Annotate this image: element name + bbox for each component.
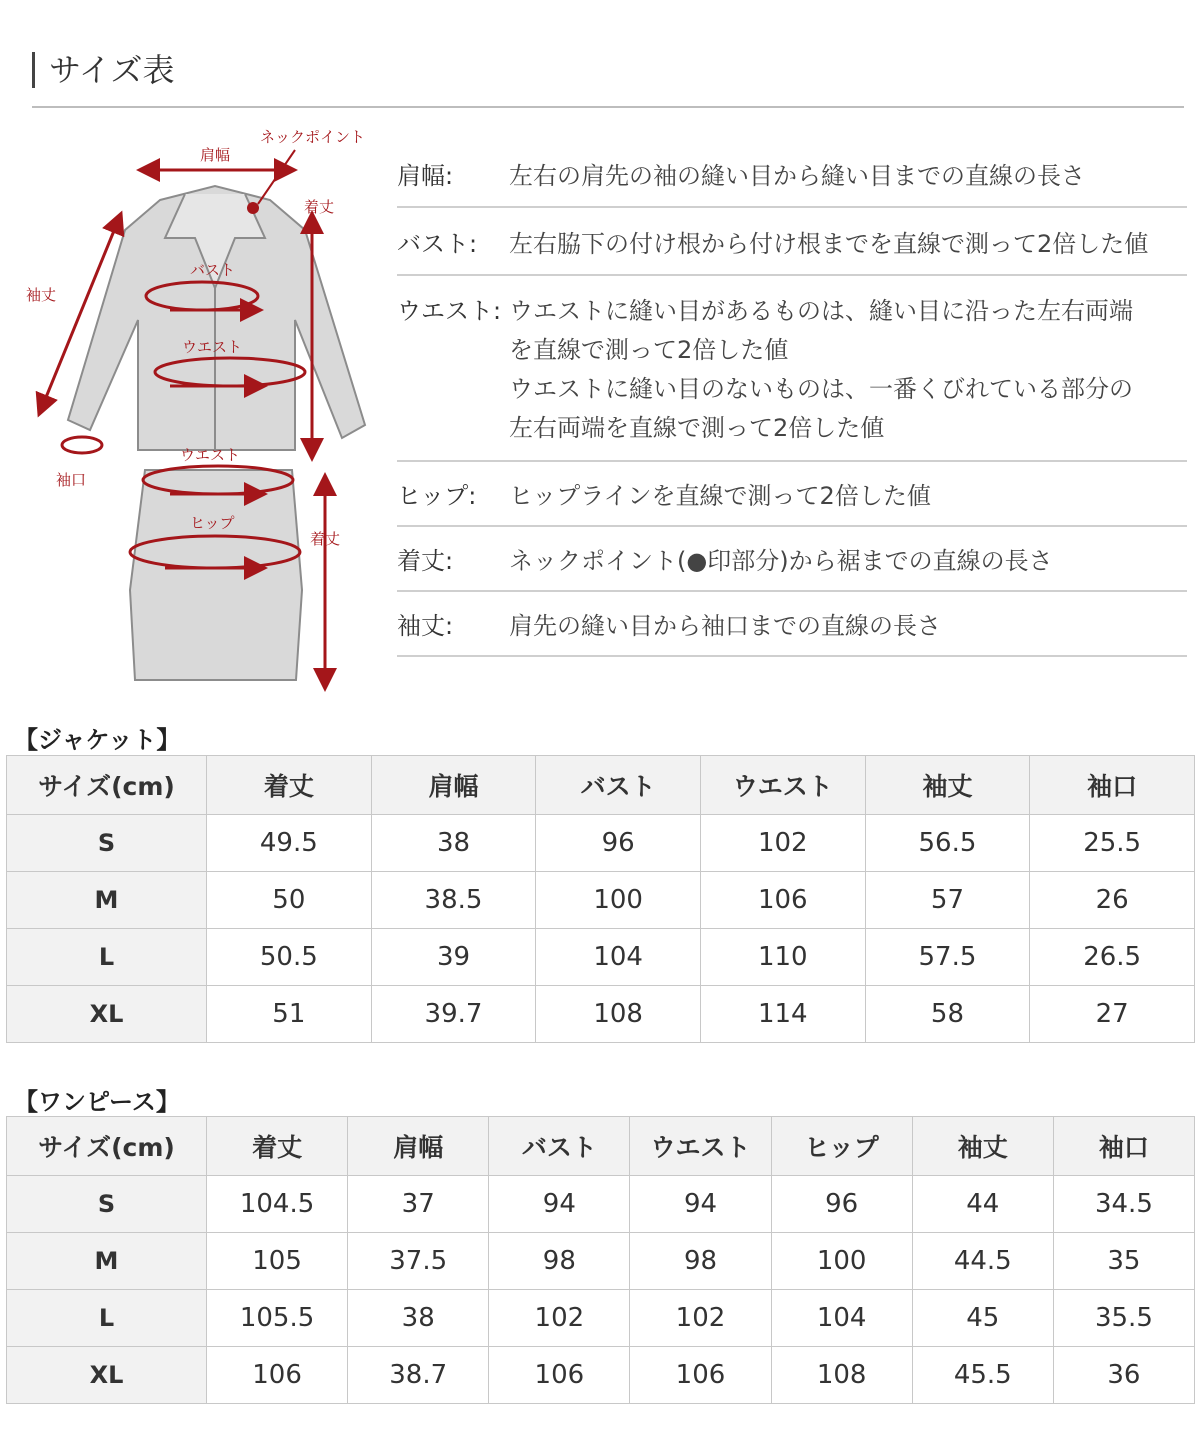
definition-row	[397, 276, 1187, 462]
column-header: ウエスト	[700, 756, 865, 815]
table-cell: 106	[207, 1347, 348, 1404]
definition-text: 肩先の縫い目から袖口までの直線の長さ	[509, 612, 941, 640]
size-cell: XL	[7, 986, 207, 1043]
column-header: 肩幅	[348, 1117, 489, 1176]
table-cell: 114	[700, 986, 865, 1043]
table-cell: 38.5	[371, 872, 536, 929]
table-cell: 104	[771, 1290, 912, 1347]
table-cell: 104	[536, 929, 701, 986]
table-cell: 36	[1053, 1347, 1194, 1404]
table-row	[7, 815, 1195, 872]
size-cell: L	[7, 929, 207, 986]
column-header: ウエスト	[630, 1117, 771, 1176]
table-row	[7, 986, 1195, 1043]
jacket-size-table	[6, 755, 1195, 1043]
table-cell: 57	[865, 872, 1030, 929]
column-header: 肩幅	[371, 756, 536, 815]
table-cell: 38.7	[348, 1347, 489, 1404]
table-cell: 94	[630, 1176, 771, 1233]
page-title: サイズ表	[32, 52, 174, 88]
table-row	[7, 1176, 1195, 1233]
table-cell: 110	[700, 929, 865, 986]
table-cell: 106	[700, 872, 865, 929]
definition-term: ウエスト:	[397, 297, 502, 325]
table-cell: 38	[371, 815, 536, 872]
table-cell: 37	[348, 1176, 489, 1233]
size-cell: M	[7, 1233, 207, 1290]
definition-term: 着丈:	[397, 547, 454, 575]
label-neck-point: ネックポイント	[260, 128, 366, 146]
label-waist-top: ウエスト	[182, 338, 243, 356]
table-cell: 102	[489, 1290, 630, 1347]
table-cell: 105	[207, 1233, 348, 1290]
table-cell: 44.5	[912, 1233, 1053, 1290]
table-cell: 98	[630, 1233, 771, 1290]
column-header: サイズ(cm)	[7, 756, 207, 815]
table-cell: 108	[536, 986, 701, 1043]
table-cell: 108	[771, 1347, 912, 1404]
label-cuff: 袖口	[56, 471, 87, 489]
table-cell: 26	[1030, 872, 1195, 929]
table-row	[7, 872, 1195, 929]
size-cell: XL	[7, 1347, 207, 1404]
definition-row	[397, 592, 1187, 657]
definition-term: 肩幅:	[397, 161, 454, 190]
table-cell: 94	[489, 1176, 630, 1233]
table-cell: 50.5	[207, 929, 372, 986]
table-cell: 50	[207, 872, 372, 929]
definition-text: 左右脇下の付け根から付け根までを直線で測って2倍した値	[509, 229, 1149, 258]
column-header: 袖丈	[912, 1117, 1053, 1176]
column-header: 袖口	[1030, 756, 1195, 815]
definition-row	[397, 462, 1187, 527]
column-header: バスト	[489, 1117, 630, 1176]
neck-point-dot	[247, 202, 259, 214]
skirt-shape	[130, 470, 302, 680]
column-header: 着丈	[207, 1117, 348, 1176]
label-length-bottom: 着丈	[310, 530, 341, 548]
definition-term: ヒップ:	[397, 482, 477, 510]
definition-text: ヒップラインを直線で測って2倍した値	[509, 482, 931, 510]
table-cell: 57.5	[865, 929, 1030, 986]
table-cell: 102	[630, 1290, 771, 1347]
label-shoulder: 肩幅	[200, 146, 231, 164]
table-cell: 39.7	[371, 986, 536, 1043]
table-cell: 102	[700, 815, 865, 872]
measurement-definitions	[397, 140, 1187, 657]
definition-text: 左右の肩先の袖の縫い目から縫い目までの直線の長さ	[509, 161, 1085, 190]
size-cell: S	[7, 815, 207, 872]
definition-row	[397, 527, 1187, 592]
column-header: 袖口	[1053, 1117, 1194, 1176]
size-cell: S	[7, 1176, 207, 1233]
table-cell: 26.5	[1030, 929, 1195, 986]
column-header: サイズ(cm)	[7, 1117, 207, 1176]
definition-row	[397, 208, 1187, 276]
onepiece-size-table	[6, 1116, 1195, 1404]
measurement-diagram	[20, 120, 390, 695]
table-cell: 27	[1030, 986, 1195, 1043]
onepiece-section-label: 【ワンピース】	[14, 1088, 180, 1116]
definition-term: 袖丈:	[397, 612, 454, 640]
title-divider	[32, 106, 1184, 108]
label-length-top: 着丈	[304, 198, 335, 216]
label-bust: バスト	[190, 261, 236, 279]
table-cell: 35	[1053, 1233, 1194, 1290]
label-sleeve-length: 袖丈	[26, 286, 57, 304]
table-cell: 34.5	[1053, 1176, 1194, 1233]
table-row	[7, 929, 1195, 986]
table-row	[7, 1347, 1195, 1404]
table-cell: 56.5	[865, 815, 1030, 872]
table-row	[7, 1290, 1195, 1347]
table-cell: 58	[865, 986, 1030, 1043]
definition-text: ウエストに縫い目があるものは、縫い目に沿った左右両端 を直線で測って2倍した値 ウエストに縫い目のないものは、一番くびれている部分の 左右両端を直線で測って2倍した値	[509, 297, 1133, 442]
definition-row	[397, 140, 1187, 208]
table-cell: 39	[371, 929, 536, 986]
table-cell: 38	[348, 1290, 489, 1347]
label-waist-bottom: ウエスト	[180, 446, 241, 464]
table-cell: 37.5	[348, 1233, 489, 1290]
table-cell: 98	[489, 1233, 630, 1290]
table-cell: 100	[771, 1233, 912, 1290]
table-cell: 49.5	[207, 815, 372, 872]
table-cell: 104.5	[207, 1176, 348, 1233]
jacket-section-label: 【ジャケット】	[14, 726, 181, 754]
definition-term: バスト:	[397, 229, 478, 258]
table-cell: 100	[536, 872, 701, 929]
table-cell: 105.5	[207, 1290, 348, 1347]
table-cell: 106	[489, 1347, 630, 1404]
table-header-row	[7, 1117, 1195, 1176]
table-cell: 35.5	[1053, 1290, 1194, 1347]
table-cell: 44	[912, 1176, 1053, 1233]
table-cell: 106	[630, 1347, 771, 1404]
table-cell: 96	[771, 1176, 912, 1233]
size-cell: L	[7, 1290, 207, 1347]
size-cell: M	[7, 872, 207, 929]
definition-text: ネックポイント(●印部分)から裾までの直線の長さ	[509, 547, 1053, 575]
table-cell: 25.5	[1030, 815, 1195, 872]
column-header: 着丈	[207, 756, 372, 815]
column-header: 袖丈	[865, 756, 1030, 815]
table-cell: 51	[207, 986, 372, 1043]
table-cell: 45	[912, 1290, 1053, 1347]
table-cell: 45.5	[912, 1347, 1053, 1404]
label-hip: ヒップ	[190, 514, 235, 532]
column-header: バスト	[536, 756, 701, 815]
table-cell: 96	[536, 815, 701, 872]
table-row	[7, 1233, 1195, 1290]
column-header: ヒップ	[771, 1117, 912, 1176]
table-header-row	[7, 756, 1195, 815]
